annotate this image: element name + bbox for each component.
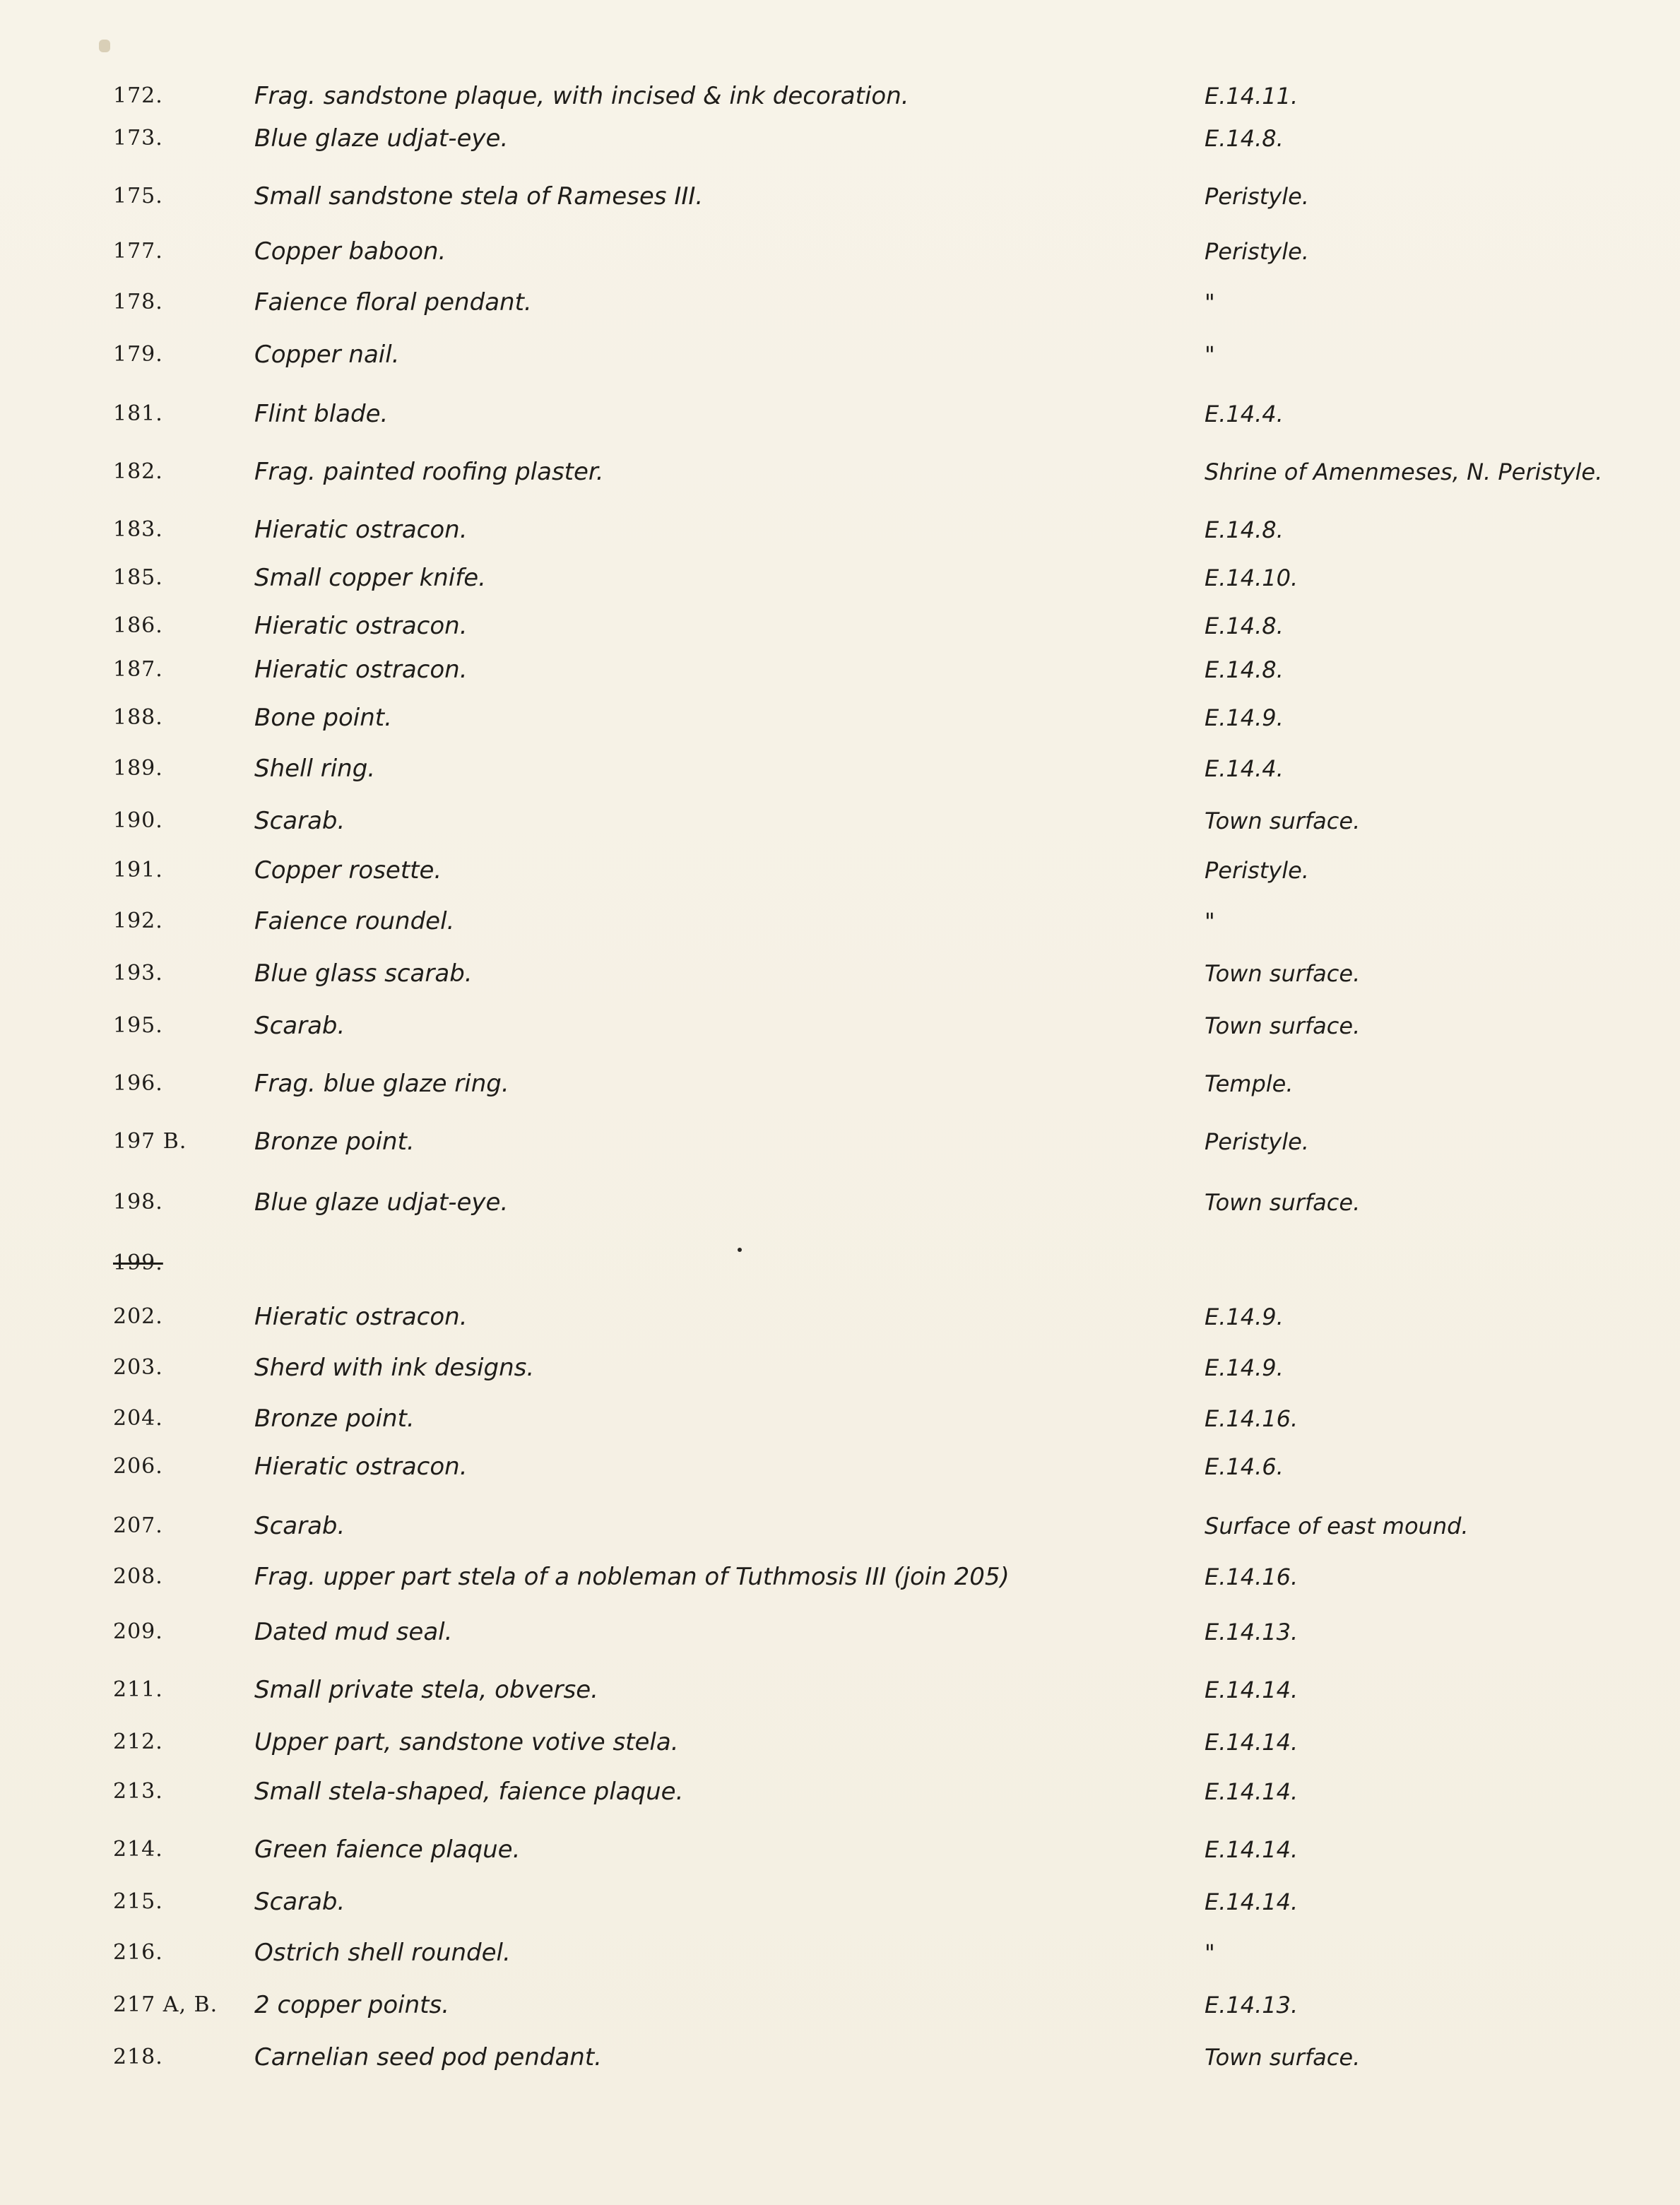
- list-item: [0, 899, 1680, 944]
- entry-number: 178.: [113, 290, 163, 314]
- list-item: [0, 507, 1680, 552]
- list-item: [0, 746, 1680, 791]
- entry-number: 203.: [113, 1355, 163, 1380]
- paper-stain: [99, 40, 110, 52]
- list-item: [0, 280, 1680, 325]
- entry-location: Town surface.: [1205, 960, 1361, 987]
- list-item: [0, 391, 1680, 437]
- entry-location: Temple.: [1205, 1070, 1294, 1097]
- entry-number: 183.: [113, 517, 163, 542]
- entry-location: E.14.13.: [1205, 1992, 1299, 2018]
- list-item: [0, 73, 1680, 119]
- entry-number: 185.: [113, 565, 163, 590]
- list-item: [0, 798, 1680, 844]
- entry-number: 217 A, B.: [113, 1992, 218, 2017]
- list-item: [0, 1667, 1680, 1713]
- entry-number: 189.: [113, 756, 163, 781]
- entry-location: E.14.14.: [1205, 1677, 1299, 1703]
- list-item: [0, 449, 1680, 495]
- entry-description: Shell ring.: [254, 755, 376, 783]
- entry-number: 188.: [113, 705, 163, 730]
- entry-number: 179.: [113, 342, 163, 367]
- list-item: [0, 1769, 1680, 1814]
- entry-description: Copper rosette.: [254, 856, 442, 885]
- entry-description: Frag. painted roofing plaster.: [254, 458, 604, 486]
- list-item: [0, 1879, 1680, 1925]
- list-item: [0, 2035, 1680, 2080]
- entry-description: Ostrich shell roundel.: [254, 1939, 511, 1967]
- entry-number: 212.: [113, 1730, 163, 1754]
- entry-location: E.14.4.: [1205, 401, 1284, 427]
- entry-number: 187.: [113, 657, 163, 682]
- entry-description: Blue glaze udjat-eye.: [254, 1188, 509, 1217]
- entry-location: Peristyle.: [1205, 238, 1309, 265]
- entry-number: 173.: [113, 126, 163, 150]
- list-item: [0, 174, 1680, 219]
- entry-description: Faience floral pendant.: [254, 288, 532, 317]
- entry-description: 2 copper points.: [254, 1991, 450, 2019]
- list-item: [0, 1827, 1680, 1872]
- entry-description: Hieratic ostracon.: [254, 516, 468, 544]
- entry-location: E.14.8.: [1205, 516, 1284, 543]
- entry-location: Peristyle.: [1205, 857, 1309, 884]
- entry-number: 206.: [113, 1454, 163, 1479]
- entry-description: Hieratic ostracon.: [254, 612, 468, 640]
- entry-description: Bone point.: [254, 704, 392, 732]
- entry-description: Dated mud seal.: [254, 1618, 453, 1646]
- entry-location: E.14.8.: [1205, 125, 1284, 152]
- list-item: [0, 229, 1680, 274]
- list-item: [0, 1609, 1680, 1655]
- entry-location: E.14.8.: [1205, 613, 1284, 639]
- entry-description: Scarab.: [254, 807, 345, 835]
- entry-location: E.14.10.: [1205, 564, 1299, 591]
- entry-location: E.14.14.: [1205, 1778, 1299, 1805]
- entry-number: 193.: [113, 961, 163, 986]
- entry-location: Peristyle.: [1205, 1128, 1309, 1155]
- entry-location: E.14.6.: [1205, 1453, 1284, 1480]
- list-item: [0, 555, 1680, 601]
- entry-description: Small private stela, obverse.: [254, 1676, 598, 1704]
- entry-location: Shrine of Amenmeses, N. Peristyle.: [1205, 459, 1603, 485]
- entry-description: Scarab.: [254, 1888, 345, 1916]
- entry-location: E.14.8.: [1205, 656, 1284, 683]
- list-item: [0, 1444, 1680, 1489]
- entry-description: Copper baboon.: [254, 237, 446, 266]
- entry-number: 172.: [113, 83, 163, 108]
- entry-location: Town surface.: [1205, 808, 1361, 834]
- list-item: [0, 1294, 1680, 1340]
- entry-location: E.14.11.: [1205, 83, 1299, 110]
- entry-number: 214.: [113, 1837, 163, 1862]
- entry-description: Carnelian seed pod pendant.: [254, 2043, 602, 2071]
- entry-location: E.14.9.: [1205, 1304, 1284, 1330]
- list-item: [0, 1720, 1680, 1765]
- entry-description: Frag. sandstone plaque, with incised & ink decoration.: [254, 82, 909, 110]
- entry-description: Frag. blue glaze ring.: [254, 1070, 509, 1098]
- entry-number-struck: 199.: [113, 1251, 163, 1275]
- list-item: [0, 951, 1680, 996]
- entry-description: Scarab.: [254, 1012, 345, 1040]
- list-item: [0, 1119, 1680, 1164]
- entry-number: 192.: [113, 909, 163, 933]
- entry-number: 175.: [113, 184, 163, 208]
- ink-dot: [738, 1248, 742, 1252]
- entry-location: E.14.16.: [1205, 1563, 1299, 1590]
- entry-description: Upper part, sandstone votive stela.: [254, 1728, 679, 1756]
- entry-location: E.14.14.: [1205, 1888, 1299, 1915]
- entry-location: E.14.16.: [1205, 1405, 1299, 1432]
- entry-number: 218.: [113, 2045, 163, 2069]
- entry-description: Small sandstone stela of Rameses III.: [254, 182, 704, 211]
- list-item: [0, 332, 1680, 377]
- entry-description: Blue glass scarab.: [254, 959, 473, 988]
- entry-location: ": [1205, 289, 1215, 316]
- entry-description: Blue glaze udjat-eye.: [254, 124, 509, 153]
- entry-number: 202.: [113, 1304, 163, 1329]
- entry-location: ": [1205, 341, 1215, 368]
- entry-number: 207.: [113, 1513, 163, 1538]
- entry-number: 177.: [113, 239, 163, 264]
- entry-location: E.14.14.: [1205, 1729, 1299, 1756]
- entry-number: 196.: [113, 1071, 163, 1096]
- entry-description: Green faience plaque.: [254, 1835, 521, 1864]
- entry-location: ": [1205, 908, 1215, 935]
- entry-description: Small copper knife.: [254, 564, 486, 592]
- list-item: [0, 116, 1680, 161]
- entry-description: Scarab.: [254, 1512, 345, 1540]
- entry-description: Hieratic ostracon.: [254, 1303, 468, 1331]
- entry-number: 209.: [113, 1619, 163, 1644]
- entry-number: 208.: [113, 1564, 163, 1589]
- entry-number: 195.: [113, 1013, 163, 1038]
- list-item: [0, 695, 1680, 740]
- entry-location: Town surface.: [1205, 1189, 1361, 1216]
- entry-location: E.14.9.: [1205, 704, 1284, 731]
- entry-number: 198.: [113, 1190, 163, 1214]
- list-item: [0, 1241, 1680, 1286]
- list-item: [0, 1503, 1680, 1549]
- list-item: [0, 603, 1680, 649]
- entry-description: Frag. upper part stela of a nobleman of Tuthmosis III (join 205): [254, 1563, 1010, 1591]
- entry-location: E.14.9.: [1205, 1354, 1284, 1381]
- entry-number: 216.: [113, 1940, 163, 1965]
- entry-location: Peristyle.: [1205, 183, 1309, 210]
- entry-location: Surface of east mound.: [1205, 1513, 1469, 1539]
- entry-location: E.14.13.: [1205, 1619, 1299, 1645]
- entry-number: 186.: [113, 613, 163, 638]
- entry-number: 213.: [113, 1779, 163, 1804]
- list-item: [0, 1396, 1680, 1441]
- entry-number: 191.: [113, 858, 163, 882]
- entry-description: Copper nail.: [254, 341, 400, 369]
- entry-description: Bronze point.: [254, 1128, 415, 1156]
- entry-description: Sherd with ink designs.: [254, 1354, 535, 1382]
- entry-number: 215.: [113, 1889, 163, 1914]
- entry-location: E.14.14.: [1205, 1836, 1299, 1863]
- entry-location: ": [1205, 1939, 1215, 1966]
- entry-number: 211.: [113, 1677, 163, 1702]
- entry-location: Town surface.: [1205, 2044, 1361, 2071]
- entry-number: 204.: [113, 1406, 163, 1431]
- entry-description: Faience roundel.: [254, 907, 455, 935]
- entry-description: Hieratic ostracon.: [254, 656, 468, 684]
- entry-description: Bronze point.: [254, 1405, 415, 1433]
- entry-description: Flint blade.: [254, 400, 389, 428]
- entry-number: 181.: [113, 401, 163, 426]
- list-item: [0, 848, 1680, 893]
- entry-number: 190.: [113, 808, 163, 833]
- list-item: [0, 1061, 1680, 1106]
- list-item: [0, 647, 1680, 692]
- entry-location: Town surface.: [1205, 1012, 1361, 1039]
- entry-number: 182.: [113, 459, 163, 484]
- list-item: [0, 1180, 1680, 1225]
- entry-location: E.14.4.: [1205, 755, 1284, 782]
- entry-description: Small stela-shaped, faience plaque.: [254, 1778, 684, 1806]
- list-item: [0, 1554, 1680, 1600]
- list-item: [0, 1345, 1680, 1390]
- list-item: [0, 1982, 1680, 2028]
- list-item: [0, 1003, 1680, 1048]
- entry-number: 197 B.: [113, 1129, 187, 1154]
- entry-description: Hieratic ostracon.: [254, 1453, 468, 1481]
- list-item: [0, 1930, 1680, 1975]
